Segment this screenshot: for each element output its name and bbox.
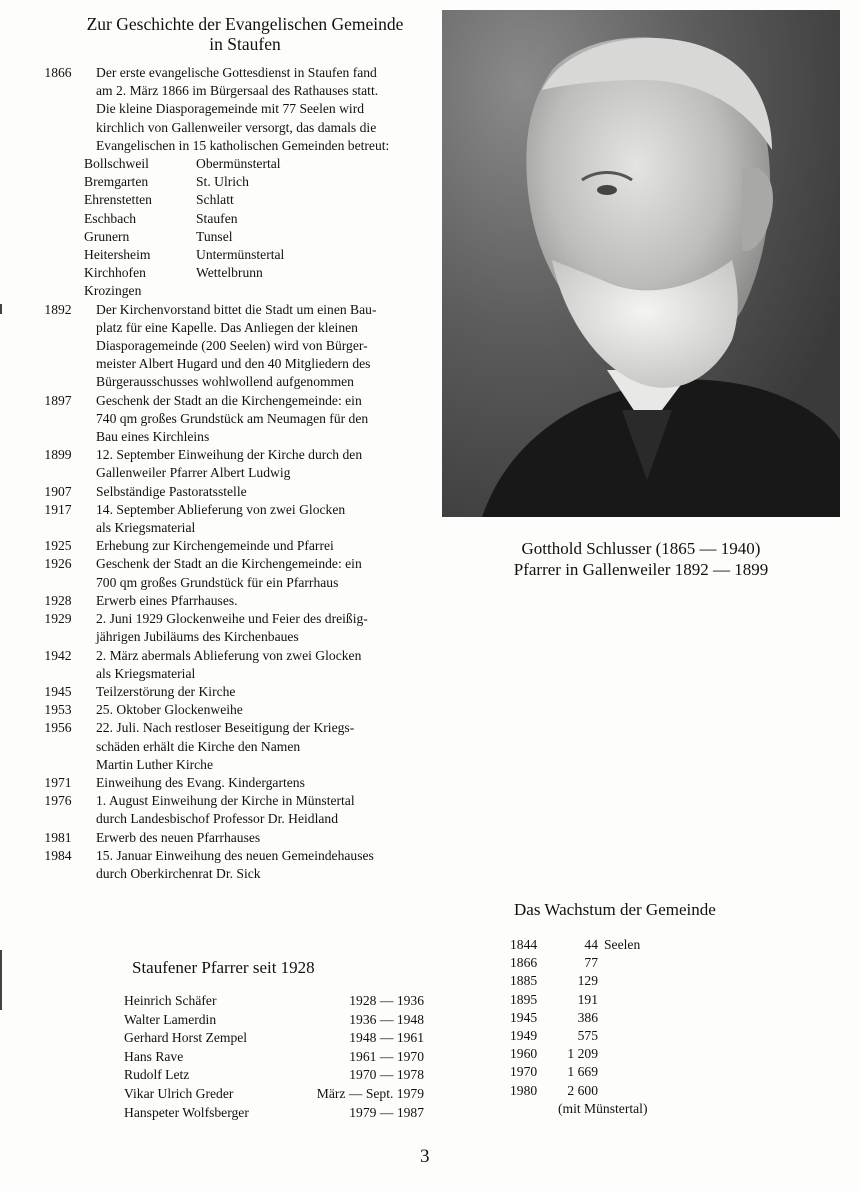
pfarrer-name: Gerhard Horst Zempel bbox=[124, 1030, 248, 1046]
entry-line: Evangelischen in 15 katholischen Gemeinden betreut: bbox=[96, 137, 390, 153]
growth-note: (mit Münstertal) bbox=[558, 1100, 648, 1116]
timeline-entry bbox=[20, 392, 430, 447]
pfarrer-row bbox=[124, 1066, 424, 1085]
caption-line-2: Pfarrer in Gallenweiler 1892 — 1899 bbox=[513, 560, 769, 579]
entry-line: Erhebung zur Kirchengemeinde und Pfarrei bbox=[96, 538, 334, 554]
timeline-entry bbox=[20, 719, 430, 774]
pfarrer-years: März — Sept. 1979 bbox=[316, 1085, 424, 1101]
growth-row bbox=[510, 954, 647, 972]
entry-line: 15. Januar Einweihung des neuen Gemeindehauses bbox=[96, 847, 374, 863]
entry-year: 1866 bbox=[44, 65, 72, 80]
portrait-caption bbox=[442, 538, 840, 580]
parish-name: Schlatt bbox=[196, 192, 234, 208]
entry-year: 1928 bbox=[44, 592, 72, 608]
title-line-2: in Staufen bbox=[209, 34, 281, 54]
timeline-entry bbox=[20, 64, 430, 155]
growth-value: 575 bbox=[577, 1028, 598, 1044]
pfarrer-title: Staufener Pfarrer seit 1928 bbox=[132, 958, 315, 977]
pfarrer-row bbox=[124, 1085, 424, 1104]
pfarrer-row bbox=[124, 1029, 424, 1048]
entry-line: jährigen Jubiläums des Kirchenbaues bbox=[96, 629, 299, 645]
entry-line: schäden erhält die Kirche den Namen bbox=[96, 738, 301, 754]
entry-line: Selbständige Pastoratsstelle bbox=[96, 483, 247, 499]
entry-text bbox=[96, 829, 430, 847]
entry-year: 1917 bbox=[44, 501, 72, 517]
growth-year: 1980 bbox=[510, 1082, 538, 1098]
pfarrer-name: Heinrich Schäfer bbox=[124, 993, 217, 1008]
pfarrer-name: Rudolf Letz bbox=[124, 1067, 190, 1083]
entry-text bbox=[96, 592, 430, 610]
pfarrer-name: Vikar Ulrich Greder bbox=[124, 1085, 234, 1101]
growth-year: 1960 bbox=[510, 1046, 538, 1062]
portrait-illustration bbox=[442, 10, 840, 517]
parish-name: Bollschweil bbox=[84, 156, 149, 172]
timeline-entry bbox=[20, 592, 430, 610]
entry-year: 1956 bbox=[44, 720, 72, 736]
growth-value: 1 669 bbox=[567, 1064, 598, 1080]
timeline-entry bbox=[20, 446, 430, 482]
entry-text bbox=[96, 64, 430, 155]
parish-name: Obermünstertal bbox=[196, 156, 281, 172]
entry-line: durch Oberkirchenrat Dr. Sick bbox=[96, 865, 261, 881]
entry-text bbox=[96, 483, 430, 501]
entry-line: 14. September Ablieferung von zwei Glocken bbox=[96, 501, 346, 517]
timeline-entry bbox=[20, 501, 430, 537]
parish-name: Staufen bbox=[196, 210, 238, 226]
growth-row bbox=[510, 1082, 647, 1100]
entry-line: 700 qm großes Grundstück für ein Pfarrhaus bbox=[96, 574, 339, 590]
entry-line: durch Landesbischof Professor Dr. Heidland bbox=[96, 811, 338, 827]
entry-line: am 2. März 1866 im Bürgersaal des Rathauses statt. bbox=[96, 83, 379, 99]
growth-year: 1945 bbox=[510, 1009, 538, 1025]
parish-name: Eschbach bbox=[84, 210, 137, 226]
entry-line: Der Kirchenvorstand bittet die Stadt um einen Bau- bbox=[96, 301, 377, 317]
growth-row bbox=[510, 1027, 647, 1045]
entry-line: Bürgerausschusses wohlwollend aufgenommen bbox=[96, 374, 354, 390]
pfarrer-years: 1928 — 1936 bbox=[349, 993, 424, 1008]
growth-value: 191 bbox=[577, 991, 598, 1007]
growth-row bbox=[510, 972, 647, 990]
entry-text bbox=[96, 555, 430, 591]
entry-line: Erwerb des neuen Pfarrhauses bbox=[96, 829, 261, 845]
entry-year: 1942 bbox=[44, 647, 72, 663]
entry-year: 1925 bbox=[44, 538, 72, 554]
parish-name: Grunern bbox=[84, 228, 130, 244]
entry-line: Martin Luther Kirche bbox=[96, 756, 214, 772]
portrait-photo bbox=[442, 10, 840, 517]
entry-line: Einweihung des Evang. Kindergartens bbox=[96, 774, 305, 790]
entry-line: Geschenk der Stadt an die Kirchengemeinde: ein bbox=[96, 392, 362, 408]
entry-line: platz für eine Kapelle. Das Anliegen der kleinen bbox=[96, 319, 358, 335]
growth-value: 1 209 bbox=[567, 1046, 598, 1062]
growth-row bbox=[510, 991, 647, 1009]
entry-line: Die kleine Diasporagemeinde mit 77 Seelen wird bbox=[96, 101, 365, 117]
pfarrer-years: 1961 — 1970 bbox=[349, 1048, 424, 1064]
parish-name bbox=[196, 282, 346, 300]
entry-text bbox=[96, 647, 430, 683]
entry-line: als Kriegsmaterial bbox=[96, 520, 196, 536]
pfarrer-name: Hans Rave bbox=[124, 1048, 184, 1064]
page-title bbox=[50, 14, 440, 54]
pfarrer-row bbox=[124, 1048, 424, 1067]
growth-unit: Seelen bbox=[604, 937, 641, 952]
timeline-entry bbox=[20, 537, 430, 555]
growth-year: 1885 bbox=[510, 973, 538, 989]
caption-line-1: Gotthold Schlusser (1865 — 1940) bbox=[521, 539, 761, 558]
entry-line: Geschenk der Stadt an die Kirchengemeinde: ein bbox=[96, 556, 362, 572]
entry-line: kirchlich von Gallenweiler versorgt, das damals die bbox=[96, 119, 377, 135]
timeline-entry bbox=[20, 829, 430, 847]
timeline-entry bbox=[20, 610, 430, 646]
entry-line: Der erste evangelische Gottesdienst in Staufen fand bbox=[96, 65, 377, 80]
entry-year: 1897 bbox=[44, 392, 72, 408]
entry-line: Gallenweiler Pfarrer Albert Ludwig bbox=[96, 465, 291, 481]
entry-line: Teilzerstörung der Kirche bbox=[96, 683, 236, 699]
entry-text bbox=[96, 683, 430, 701]
entry-line: 25. Oktober Glockenweihe bbox=[96, 702, 243, 718]
parish-name: Kirchhofen bbox=[84, 265, 146, 281]
timeline-entry bbox=[20, 555, 430, 591]
entry-text bbox=[96, 719, 430, 774]
entry-year: 1929 bbox=[44, 611, 72, 627]
scan-edge-mark bbox=[0, 950, 2, 1010]
timeline-entry bbox=[20, 483, 430, 501]
entry-year: 1953 bbox=[44, 702, 72, 718]
entry-text bbox=[96, 847, 430, 883]
pfarrer-years: 1970 — 1978 bbox=[349, 1067, 424, 1083]
entry-line: 12. September Einweihung der Kirche durch den bbox=[96, 447, 363, 463]
entry-text bbox=[96, 501, 430, 537]
timeline-entry bbox=[20, 774, 430, 792]
entry-line: 1. August Einweihung der Kirche in Münstertal bbox=[96, 793, 355, 809]
entry-line: 2. Juni 1929 Glockenweihe und Feier des dreißig- bbox=[96, 611, 368, 627]
timeline-entry bbox=[20, 701, 430, 719]
entry-line: meister Albert Hugard und den 40 Mitgliedern des bbox=[96, 356, 371, 372]
entry-year: 1984 bbox=[44, 847, 72, 863]
entry-year: 1945 bbox=[44, 683, 72, 699]
growth-value: 129 bbox=[577, 973, 598, 989]
parish-name: Ehrenstetten bbox=[84, 192, 152, 208]
parish-name: Untermünstertal bbox=[196, 247, 285, 263]
timeline-entry bbox=[20, 301, 430, 392]
pfarrer-row bbox=[124, 1104, 424, 1123]
growth-row bbox=[510, 936, 647, 954]
scan-edge-mark bbox=[0, 304, 2, 314]
entry-text bbox=[96, 392, 430, 447]
entry-text bbox=[96, 301, 430, 392]
timeline-entry bbox=[20, 683, 430, 701]
entry-year: 1899 bbox=[44, 447, 72, 463]
pfarrer-row bbox=[124, 1011, 424, 1030]
history-timeline bbox=[20, 64, 430, 883]
entry-year: 1926 bbox=[44, 556, 72, 572]
pfarrer-name: Hanspeter Wolfsberger bbox=[124, 1104, 249, 1120]
entry-text bbox=[96, 537, 430, 555]
growth-row bbox=[510, 1009, 647, 1027]
parish-name: Bremgarten bbox=[84, 174, 149, 190]
growth-value: 2 600 bbox=[567, 1082, 598, 1098]
entry-line: Erwerb eines Pfarrhauses. bbox=[96, 592, 238, 608]
entry-line: 2. März abermals Ablieferung von zwei Glocken bbox=[96, 647, 362, 663]
entry-line: Bau eines Kirchleins bbox=[96, 429, 210, 445]
entry-line: 740 qm großes Grundstück am Neumagen für den bbox=[96, 410, 369, 426]
entry-year: 1907 bbox=[44, 483, 72, 499]
parish-list bbox=[84, 155, 430, 301]
growth-row bbox=[510, 1045, 647, 1063]
growth-value: 44 bbox=[584, 937, 598, 952]
title-line-1: Zur Geschichte der Evangelischen Gemeinde bbox=[86, 14, 404, 34]
entry-text bbox=[96, 792, 430, 828]
timeline-entry bbox=[20, 792, 430, 828]
growth-value: 77 bbox=[584, 955, 598, 971]
entry-text bbox=[96, 610, 430, 646]
entry-year: 1976 bbox=[44, 793, 72, 809]
entry-line: 22. Juli. Nach restloser Beseitigung der Kriegs- bbox=[96, 720, 355, 736]
growth-title: Das Wachstum der Gemeinde bbox=[514, 900, 716, 919]
entry-year: 1892 bbox=[44, 301, 72, 317]
pfarrer-years: 1936 — 1948 bbox=[349, 1011, 424, 1027]
growth-year: 1844 bbox=[510, 937, 538, 952]
entry-line: als Kriegsmaterial bbox=[96, 665, 196, 681]
parish-name: Tunsel bbox=[196, 228, 233, 244]
page-number: 3 bbox=[420, 1146, 430, 1167]
parish-name: Wettelbrunn bbox=[196, 265, 263, 281]
parish-name: St. Ulrich bbox=[196, 174, 249, 190]
growth-row bbox=[510, 1063, 647, 1081]
timeline-entry bbox=[20, 847, 430, 883]
parish-name: Heitersheim bbox=[84, 247, 151, 263]
parish-name: Krozingen bbox=[84, 283, 142, 299]
pfarrer-name: Walter Lamerdin bbox=[124, 1011, 217, 1027]
growth-year: 1866 bbox=[510, 955, 538, 971]
pfarrer-years: 1948 — 1961 bbox=[349, 1030, 424, 1046]
growth-year: 1949 bbox=[510, 1028, 538, 1044]
entry-text bbox=[96, 446, 430, 482]
growth-table bbox=[510, 936, 647, 1118]
growth-year: 1970 bbox=[510, 1064, 538, 1080]
growth-value: 386 bbox=[577, 1009, 598, 1025]
entry-line: Diasporagemeinde (200 Seelen) wird von Bürger- bbox=[96, 338, 368, 354]
pfarrer-years: 1979 — 1987 bbox=[349, 1104, 424, 1120]
entry-year: 1981 bbox=[44, 829, 72, 845]
entry-text bbox=[96, 774, 430, 792]
pfarrer-list bbox=[124, 992, 424, 1122]
growth-year: 1895 bbox=[510, 991, 538, 1007]
entry-text bbox=[96, 701, 430, 719]
timeline-entry bbox=[20, 647, 430, 683]
pfarrer-row bbox=[124, 992, 424, 1011]
entry-year: 1971 bbox=[44, 774, 72, 790]
